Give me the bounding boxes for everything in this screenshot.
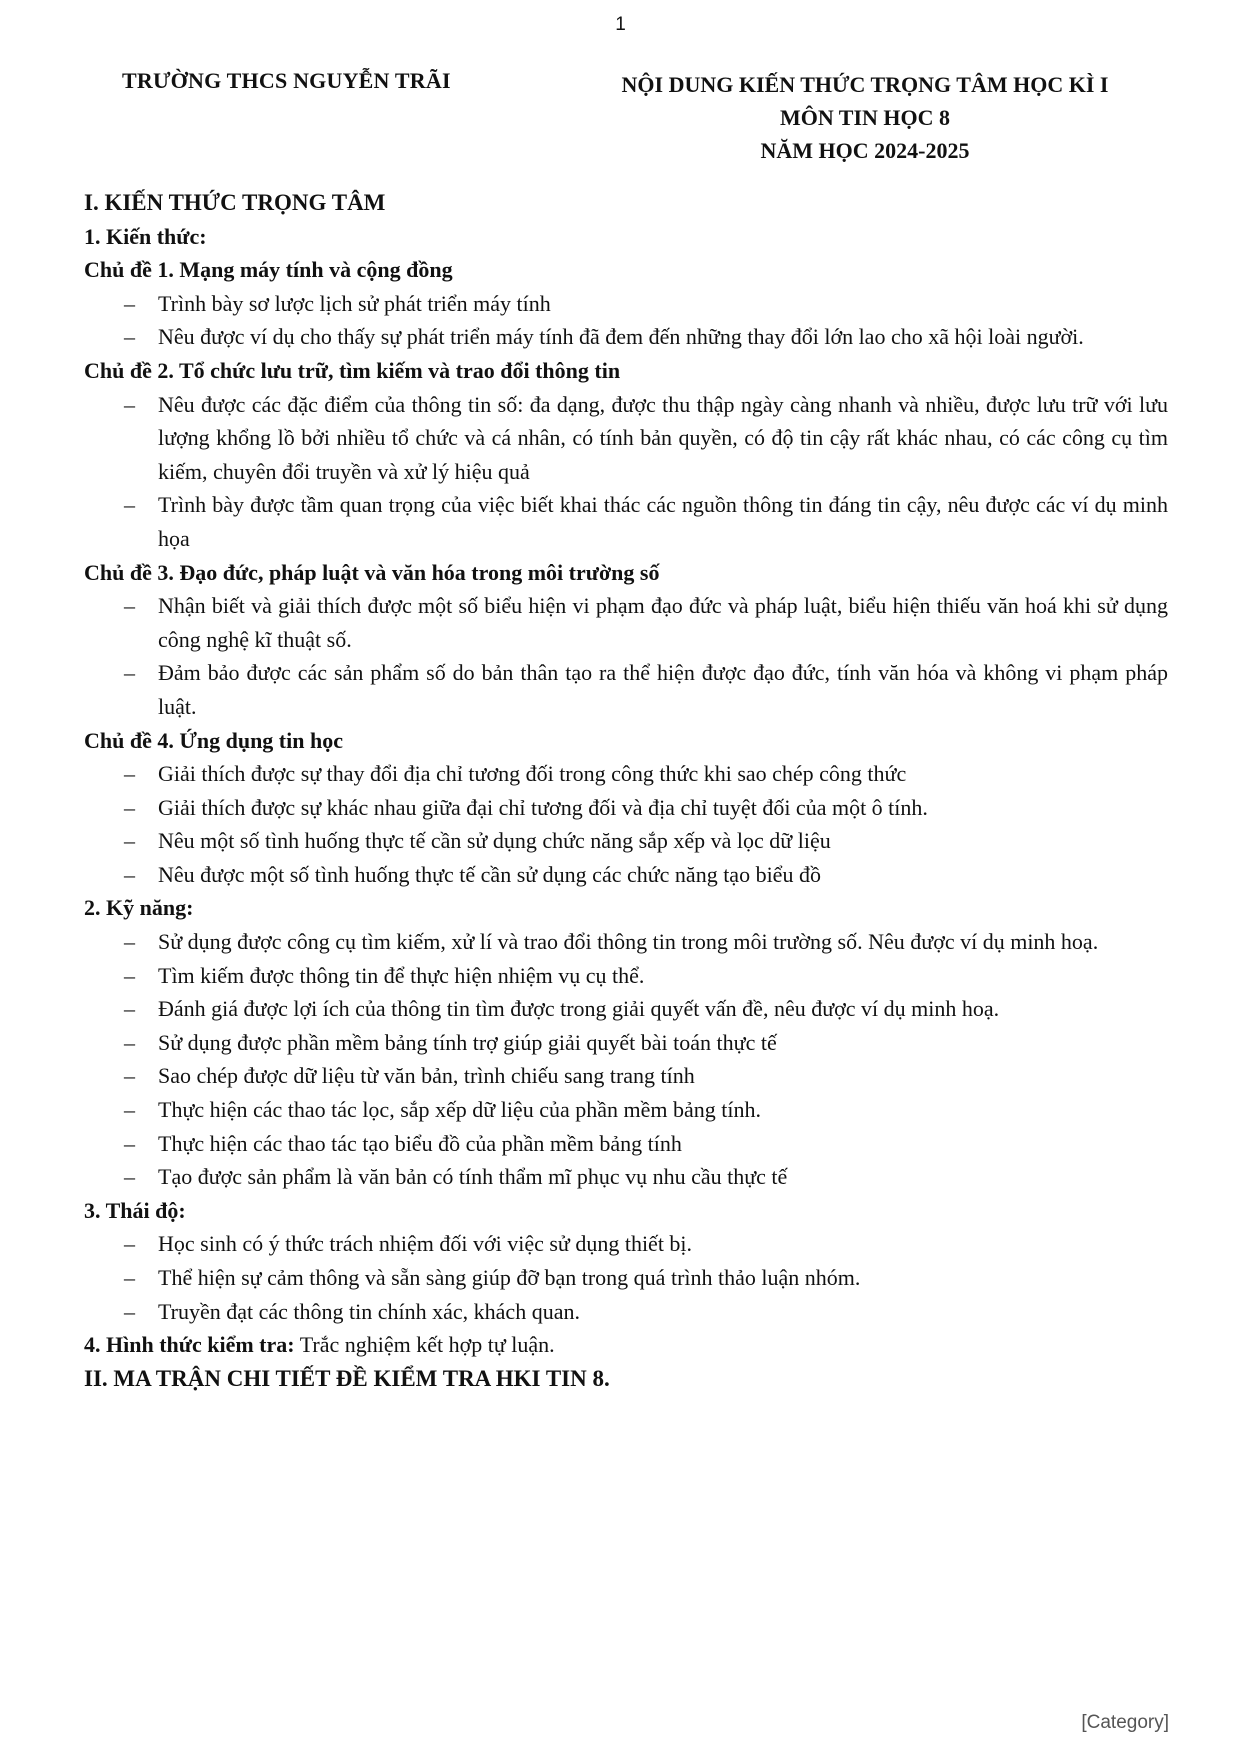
document-header [0,68,1241,168]
topic-list [84,253,1168,891]
objective-item [84,488,1168,555]
objective-item-text: Đảm bảo được các sản phẩm số do bản thân tạo ra thể hiện được đạo đức, tính văn hóa và không vi phạm pháp luật. [158,660,1168,719]
bullet-dash-icon: – [124,1029,135,1055]
skill-item [84,1127,1168,1161]
exam-form-line [84,1328,1168,1362]
bullet-dash-icon: – [124,1231,135,1257]
title-line-3: NĂM HỌC 2024-2025 [760,138,970,163]
skill-item-text: Sao chép được dữ liệu từ văn bản, trình chiếu sang trang tính [158,1063,695,1089]
objective-item-text: Nhận biết và giải thích được một số biểu hiện vi phạm đạo đức và pháp luật, biểu hiện thiếu văn hoá khi sử dụng công nghệ kĩ thuật số. [158,593,1168,652]
footer-category: [Category] [1081,1712,1169,1733]
skill-item-text: Tìm kiếm được thông tin để thực hiện nhiệm vụ cụ thể. [158,962,645,988]
bullet-dash-icon: – [124,1164,135,1190]
objective-item [84,791,1168,825]
objective-item [84,388,1168,489]
bullet-dash-icon: – [124,290,135,316]
topic-objectives-list [84,589,1168,723]
document-body [84,186,1168,1395]
skill-item [84,992,1168,1026]
skill-item-text: Đánh giá được lợi ích của thông tin tìm được trong giải quyết vấn đề, nêu được ví dụ minh hoạ. [158,996,1000,1022]
title-line-1: NỘI DUNG KIẾN THỨC TRỌNG TÂM HỌC KÌ I [621,72,1109,97]
attitude-item [84,1227,1168,1261]
topic-objectives-list [84,757,1168,891]
bullet-dash-icon: – [124,861,135,887]
bullet-dash-icon: – [124,761,135,787]
objective-item-text: Trình bày được tầm quan trọng của việc biết khai thác các nguồn thông tin đáng tin cậy, nêu được các ví dụ minh họa [158,492,1168,551]
attitude-item [84,1261,1168,1295]
objective-item-text: Nêu một số tình huống thực tế cần sử dụng chức năng sắp xếp và lọc dữ liệu [158,828,831,854]
bullet-dash-icon: – [124,660,135,686]
objective-item-text: Nêu được một số tình huống thực tế cần sử dụng các chức năng tạo biểu đồ [158,861,821,887]
topic-title: Chủ đề 1. Mạng máy tính và cộng đồng [84,257,453,283]
bullet-dash-icon: – [124,1097,135,1123]
objective-item [84,757,1168,791]
objective-item-text: Trình bày sơ lược lịch sử phát triển máy tính [158,290,551,316]
subheading-knowledge: 1. Kiến thức: [84,223,207,249]
school-name: TRƯỜNG THCS NGUYỄN TRÃI [122,68,451,93]
bullet-dash-icon: – [124,794,135,820]
objective-item [84,320,1168,354]
topic-title: Chủ đề 3. Đạo đức, pháp luật và văn hóa trong môi trường số [84,559,660,585]
objective-item [84,824,1168,858]
attitude-item-text: Truyền đạt các thông tin chính xác, khách quan. [158,1298,580,1324]
objective-item-text: Nêu được các đặc điểm của thông tin số: đa dạng, được thu thập ngày càng nhanh và nhiều, được lưu trữ với lưu lượng khổng lồ bởi nhiều tổ chức và cá nhân, có tính bản quyền, có độ tin cậy rất khác nhau, có các công cụ tìm kiếm, chuyên đổi truyền và xử lý hiệu quả [158,391,1168,484]
skill-item [84,1160,1168,1194]
objective-item [84,858,1168,892]
bullet-dash-icon: – [124,1130,135,1156]
attitude-item [84,1295,1168,1329]
bullet-dash-icon: – [124,593,135,619]
topic-objectives-list [84,388,1168,556]
skill-item-text: Tạo được sản phẩm là văn bản có tính thẩm mĩ phục vụ nhu cầu thực tế [158,1164,788,1190]
skills-list [84,925,1168,1194]
bullet-dash-icon: – [124,1063,135,1089]
objective-item [84,589,1168,656]
bullet-dash-icon: – [124,324,135,350]
objective-item [84,287,1168,321]
attitude-item-text: Học sinh có ý thức trách nhiệm đối với việc sử dụng thiết bị. [158,1231,693,1257]
objective-item [84,656,1168,723]
skill-item-text: Sử dụng được công cụ tìm kiếm, xử lí và trao đổi thông tin trong môi trường số. Nêu được ví dụ minh hoạ. [158,929,1099,955]
skill-item [84,1059,1168,1093]
bullet-dash-icon: – [124,962,135,988]
skill-item-text: Thực hiện các thao tác tạo biểu đồ của phần mềm bảng tính [158,1130,682,1156]
attitude-list [84,1227,1168,1328]
objective-item-text: Nêu được ví dụ cho thấy sự phát triển máy tính đã đem đến những thay đổi lớn lao cho xã hội loài người. [158,324,1084,350]
bullet-dash-icon: – [124,929,135,955]
objective-item-text: Giải thích được sự khác nhau giữa đại chỉ tương đối và địa chỉ tuyệt đối của một ô tính. [158,794,928,820]
bullet-dash-icon: – [124,1298,135,1324]
subheading-attitude: 3. Thái độ: [84,1197,186,1223]
section-heading-knowledge-focus: I. KIẾN THỨC TRỌNG TÂM [84,190,386,215]
bullet-dash-icon: – [124,828,135,854]
skill-item [84,925,1168,959]
topic-title: Chủ đề 2. Tổ chức lưu trữ, tìm kiếm và trao đổi thông tin [84,357,621,383]
bullet-dash-icon: – [124,492,135,518]
exam-form-value: Trắc nghiệm kết hợp tự luận. [294,1332,555,1358]
title-line-2: MÔN TIN HỌC 8 [779,105,951,130]
skill-item-text: Thực hiện các thao tác lọc, sắp xếp dữ liệu của phần mềm bảng tính. [158,1097,761,1123]
page-number: 1 [615,14,626,35]
exam-form-label: 4. Hình thức kiểm tra: [84,1332,295,1358]
document-title [560,68,1170,167]
skill-item [84,1093,1168,1127]
skill-item [84,959,1168,993]
topic-objectives-list [84,287,1168,354]
bullet-dash-icon: – [124,391,135,417]
attitude-item-text: Thể hiện sự cảm thông và sẵn sàng giúp đỡ bạn trong quá trình thảo luận nhóm. [158,1265,861,1290]
section-heading-exam-matrix: II. MA TRẬN CHI TIẾT ĐỀ KIỂM TRA HKI TIN 8. [84,1365,610,1391]
skill-item-text: Sử dụng được phần mềm bảng tính trợ giúp giải quyết bài toán thực tế [158,1029,777,1055]
skill-item [84,1026,1168,1060]
topic-title: Chủ đề 4. Ứng dụng tin học [84,727,343,753]
bullet-dash-icon: – [124,996,135,1022]
objective-item-text: Giải thích được sự thay đổi địa chỉ tương đối trong công thức khi sao chép công thức [158,761,907,787]
subheading-skills: 2. Kỹ năng: [84,895,194,921]
bullet-dash-icon: – [124,1265,135,1290]
